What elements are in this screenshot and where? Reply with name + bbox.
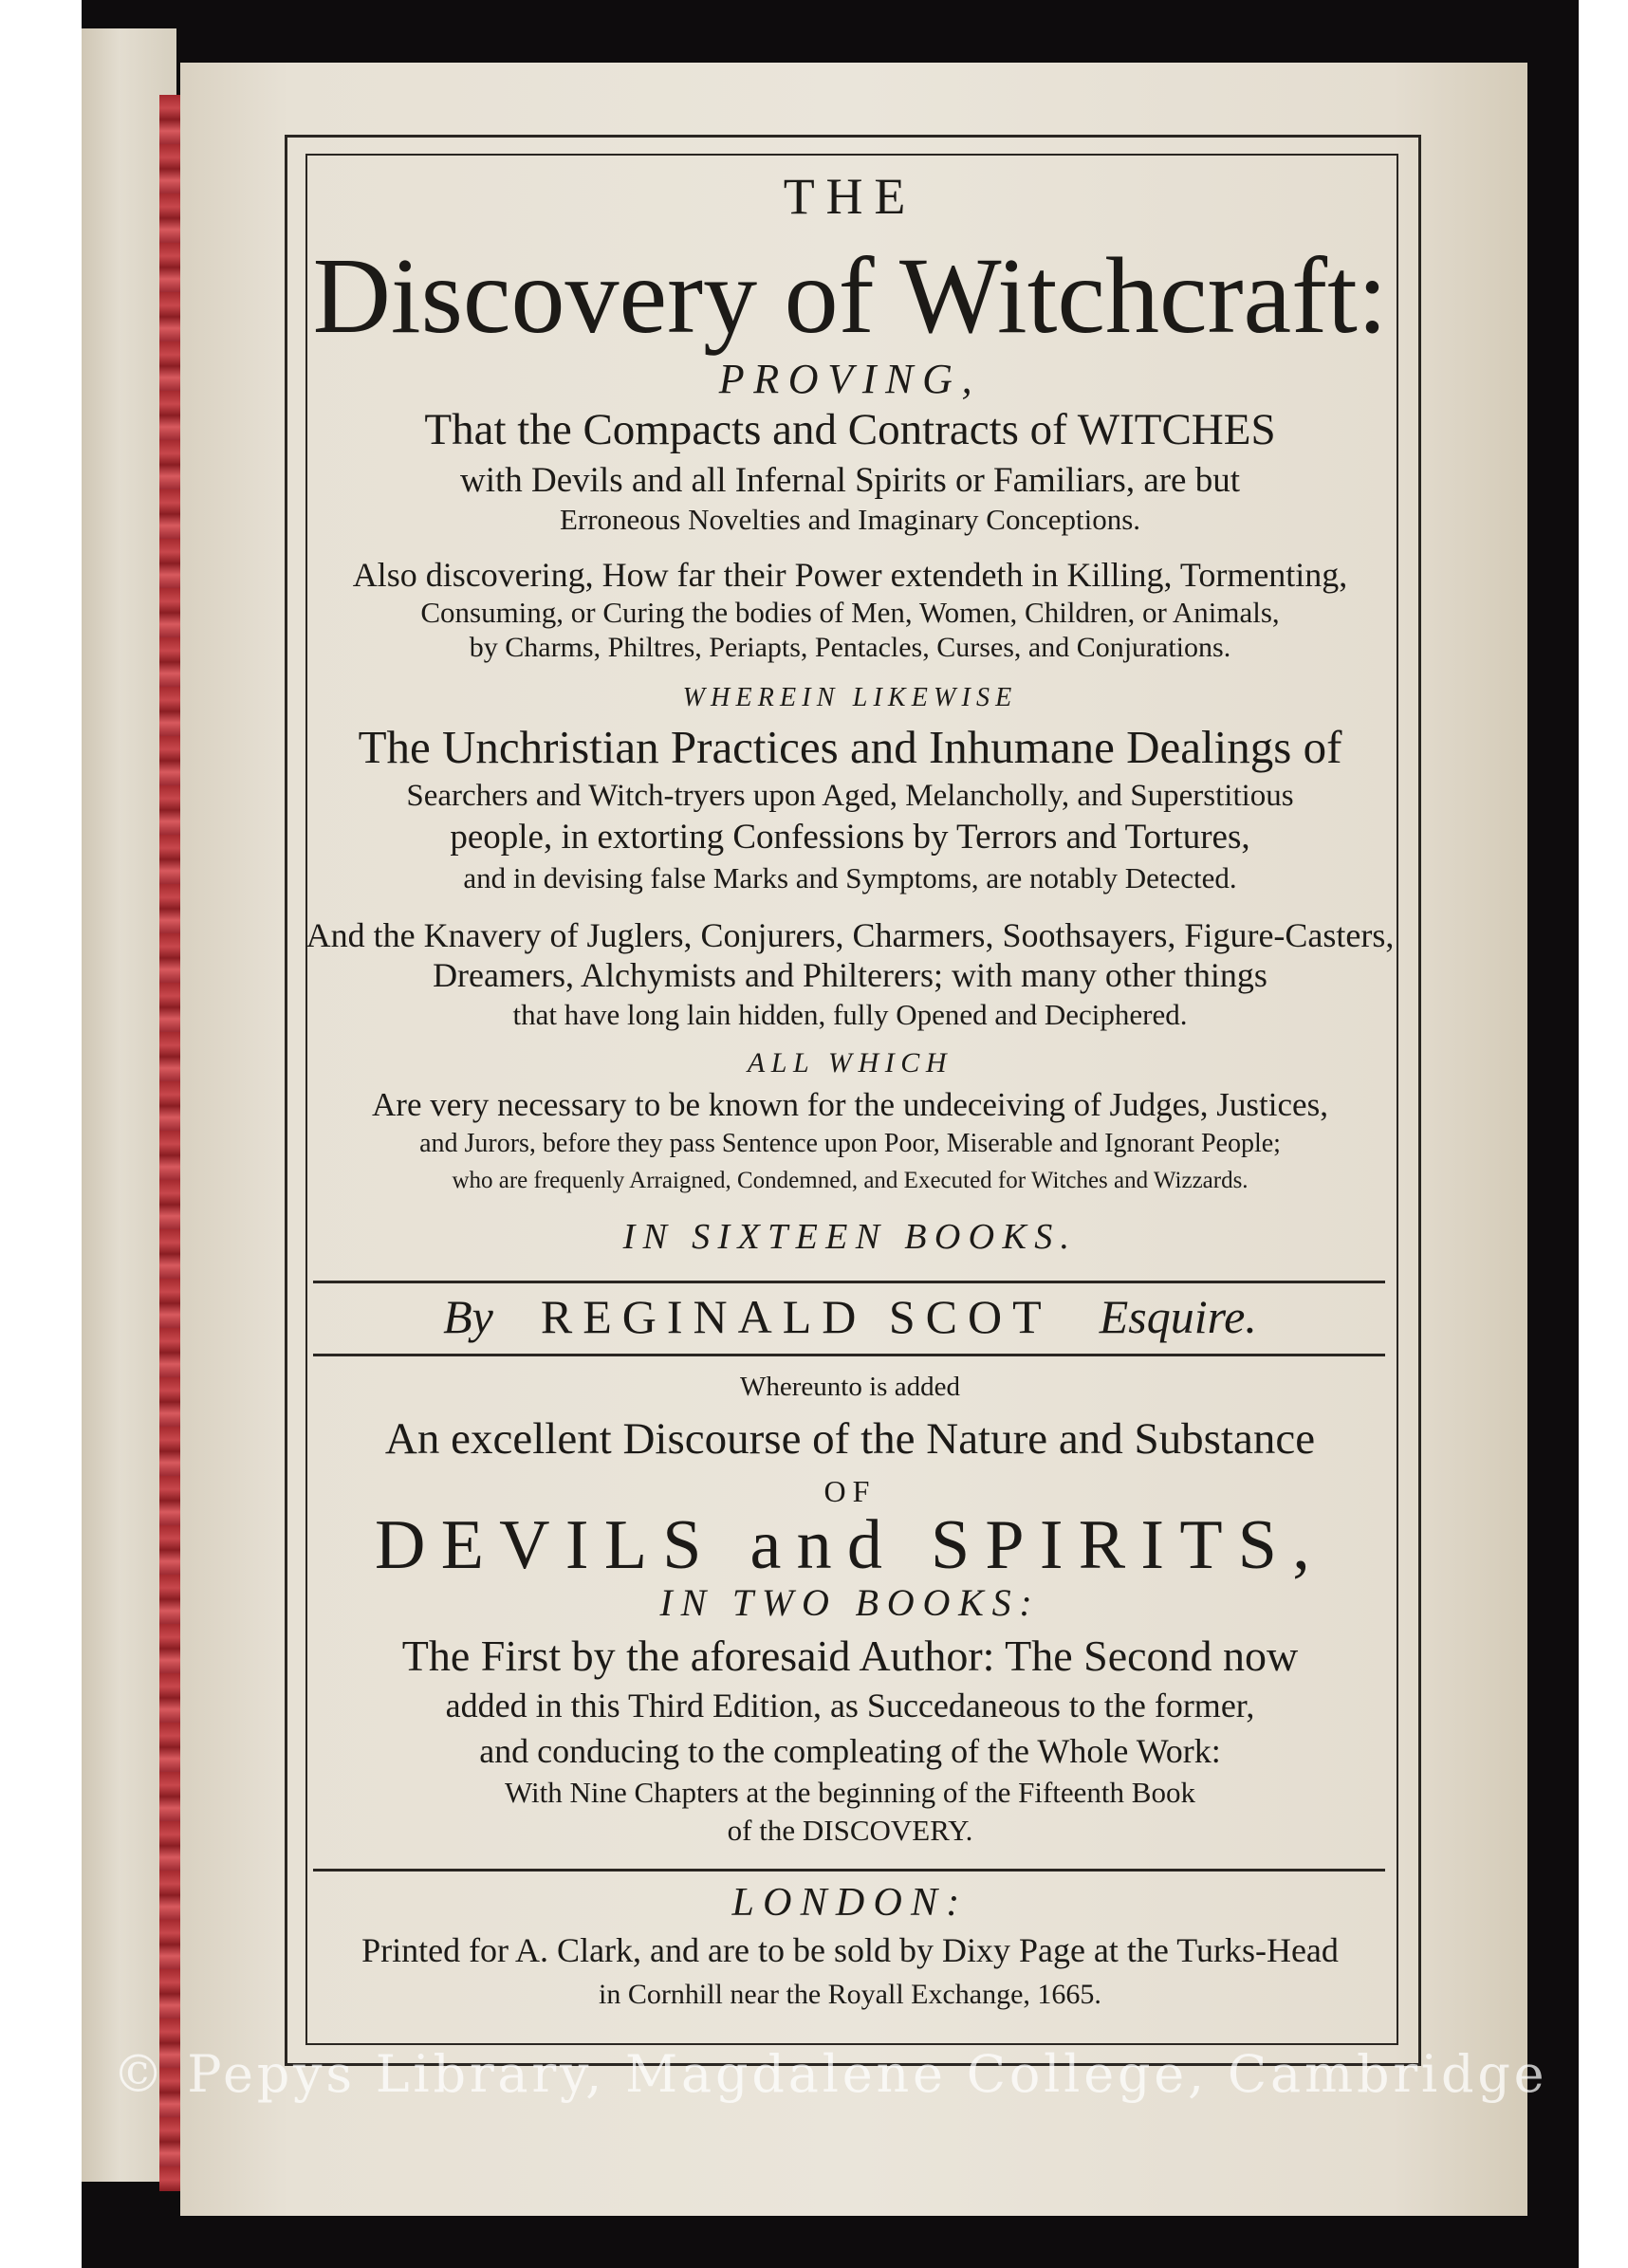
compleating-line: and conducing to the compleating of the Whole Work: <box>479 1732 1221 1770</box>
of-line: OF <box>823 1474 877 1508</box>
unchristian-line-3: people, in extorting Confessions by Terrors and Tortures, <box>450 818 1250 857</box>
also-discovering-line-3: by Charms, Philtres, Periapts, Pentacles, Curses, and Conjurations. <box>469 632 1231 663</box>
knavery-line-1: And the Knavery of Juglers, Conjurers, Charmers, Soothsayers, Figure-Casters, <box>305 916 1395 954</box>
third-edition-line: added in this Third Edition, as Succedaneous to the former, <box>445 1687 1255 1724</box>
of-the-discovery-line: of the DISCOVERY. <box>727 1814 973 1847</box>
necessary-line-1: Are very necessary to be known for the undeceiving of Judges, Justices, <box>372 1086 1328 1123</box>
all-which-heading: ALL WHICH <box>747 1047 953 1079</box>
necessary-line-3: who are frequenly Arraigned, Condemned, and Executed for Witches and Wizzards. <box>452 1168 1249 1193</box>
by-word: By <box>443 1290 493 1343</box>
esquire-word: Esquire. <box>1099 1290 1257 1343</box>
rule-above-imprint <box>313 1869 1385 1872</box>
imprint-line-1: Printed for A. Clark, and are to be sold by Dixy Page at the Turks-Head <box>361 1931 1339 1969</box>
proving-heading: PROVING, <box>718 356 982 402</box>
knavery-line-3: that have long lain hidden, fully Opened and Deciphered. <box>512 998 1188 1031</box>
copyright-watermark: © Pepys Library, Magdalene College, Cambridge <box>112 2044 1548 2104</box>
author-line <box>305 1290 1395 1343</box>
also-discovering-line-1: Also discovering, How far their Power extendeth in Killing, Tormenting, <box>352 556 1348 594</box>
rule-above-author <box>313 1281 1385 1283</box>
title-the: THE <box>783 168 917 225</box>
excellent-discourse-line: An excellent Discourse of the Nature and Substance <box>384 1414 1316 1464</box>
imprint-line-2: in Cornhill near the Royall Exchange, 1665. <box>599 1979 1101 2010</box>
erroneous-line: Erroneous Novelties and Imaginary Conceptions. <box>559 503 1141 536</box>
wherein-likewise-heading: WHEREIN LIKEWISE <box>682 683 1018 712</box>
unchristian-line-1: The Unchristian Practices and Inhumane Dealings of <box>358 721 1342 773</box>
unchristian-line-2: Searchers and Witch-tryers upon Aged, Melancholly, and Superstitious <box>406 779 1294 813</box>
first-second-line: The First by the aforesaid Author: The Second now <box>401 1632 1299 1680</box>
devils-spirits-line: DEVILS and SPIRITS, <box>374 1506 1326 1584</box>
compacts-line: That the Compacts and Contracts of WITCHES <box>424 405 1276 454</box>
devils-familiars-line: with Devils and all Infernal Spirits or Familiars, are but <box>459 461 1241 500</box>
london-line: LONDON: <box>731 1881 969 1925</box>
two-books-line: IN TWO BOOKS: <box>659 1581 1041 1624</box>
necessary-line-2: and Jurors, before they pass Sentence upon Poor, Miserable and Ignorant People; <box>419 1129 1281 1158</box>
author-name: REGINALD SCOT <box>540 1290 1052 1343</box>
main-title: Discovery of Witchcraft: <box>312 235 1388 356</box>
knavery-line-2: Dreamers, Alchymists and Philterers; with many other things <box>433 956 1267 994</box>
unchristian-line-4: and in devising false Marks and Symptoms, are notably Detected. <box>463 861 1237 894</box>
also-discovering-line-2: Consuming, or Curing the bodies of Men, Women, Children, or Animals, <box>420 596 1280 629</box>
rule-below-author <box>313 1354 1385 1356</box>
nine-chapters-line: With Nine Chapters at the beginning of the Fifteenth Book <box>505 1776 1195 1809</box>
whereunto-line: Whereunto is added <box>740 1372 960 1402</box>
sixteen-books-line: IN SIXTEEN BOOKS. <box>622 1217 1078 1257</box>
